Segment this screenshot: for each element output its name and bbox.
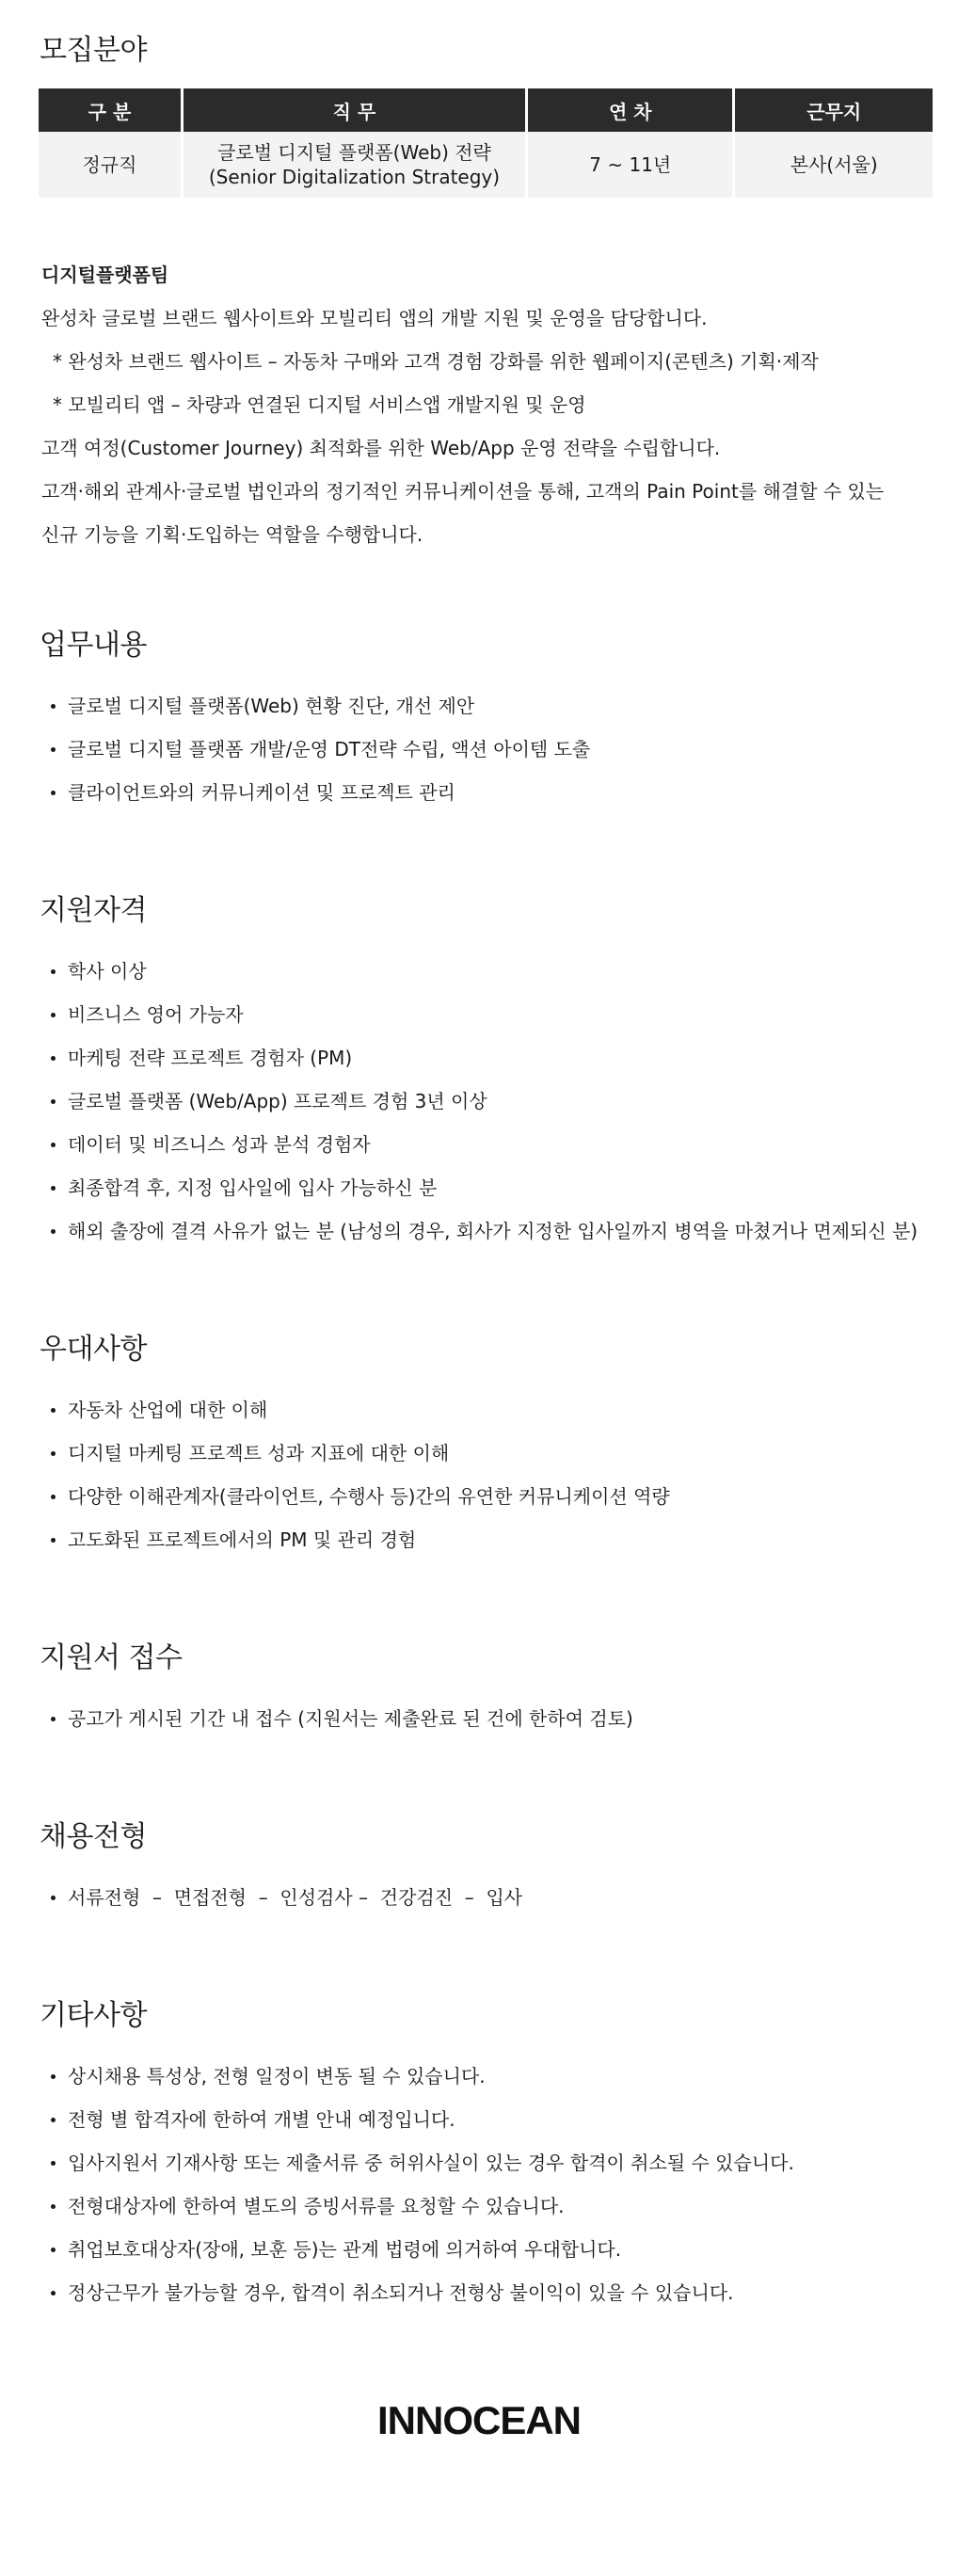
header-years: 연 차 <box>528 88 732 132</box>
list-item: 데이터 및 비즈니스 성과 분석 경험자 <box>47 1129 941 1173</box>
list-item: 마케팅 전략 프로젝트 경험자 (PM) <box>47 1043 941 1086</box>
qualifications-section-title: 지원자격 <box>40 894 147 927</box>
team-name: 디지털플랫폼팀 <box>41 264 169 286</box>
cell-years: 7 ~ 11년 <box>528 132 732 198</box>
list-item: 자동차 산업에 대한 이해 <box>47 1395 941 1438</box>
preferred-list <box>47 1395 941 1568</box>
team-line: 완성차 글로벌 브랜드 웹사이트와 모빌리티 앱의 개발 지원 및 운영을 담당합니다. <box>41 307 708 329</box>
list-item: 다양한 이해관계자(클라이언트, 수행사 등)간의 유연한 커뮤니케이션 역량 <box>47 1481 941 1525</box>
team-line: 고객·해외 관계사·글로벌 법인과의 정기적인 커뮤니케이션을 통해, 고객의 Pain Point를 해결할 수 있는 <box>41 480 885 503</box>
header-job: 직 무 <box>184 88 525 132</box>
cell-job-line2: (Senior Digitalization Strategy) <box>208 166 501 188</box>
qualifications-list <box>47 956 941 1259</box>
duties-section-title: 업무내용 <box>40 629 147 662</box>
list-item: 전형대상자에 한하여 별도의 증빙서류를 요청할 수 있습니다. <box>47 2191 941 2234</box>
team-line: 신규 기능을 기획·도입하는 역할을 수행합니다. <box>41 523 423 546</box>
cell-job-line1: 글로벌 디지털 플랫폼(Web) 전략 <box>217 141 491 164</box>
list-item: 입사지원서 기재사항 또는 제출서류 중 허위사실이 있는 경우 합격이 취소될 수 있습니다. <box>47 2148 941 2191</box>
preferred-section-title: 우대사항 <box>40 1333 147 1366</box>
recruitment-table <box>36 88 935 198</box>
team-line-sub: * 모빌리티 앱 – 차량과 연결된 디지털 서비스앱 개발지원 및 운영 <box>53 393 586 416</box>
list-item: 해외 출장에 결격 사유가 없는 분 (남성의 경우, 회사가 지정한 입사일까지 병역을 마쳤거나 면제되신 분) <box>47 1216 941 1259</box>
table-header-row <box>39 88 933 132</box>
others-section-title: 기타사항 <box>40 1999 147 2032</box>
duties-list <box>47 691 941 821</box>
list-item: 글로벌 디지털 플랫폼(Web) 현황 진단, 개선 제안 <box>47 691 941 734</box>
table-row <box>39 132 933 198</box>
header-type: 구 분 <box>39 88 181 132</box>
cell-type: 정규직 <box>39 132 181 198</box>
list-item: 최종합격 후, 지정 입사일에 입사 가능하신 분 <box>47 1173 941 1216</box>
list-item: 취업보호대상자(장애, 보훈 등)는 관계 법령에 의거하여 우대합니다. <box>47 2234 941 2278</box>
process-section-title: 채용전형 <box>40 1820 147 1853</box>
list-item: 학사 이상 <box>47 956 941 1000</box>
cell-location: 본사(서울) <box>735 132 933 198</box>
list-item: 서류전형 – 면접전형 – 인성검사 – 건강검진 – 입사 <box>47 1882 941 1926</box>
list-item: 공고가 게시된 기간 내 접수 (지원서는 제출완료 된 건에 한하여 검토) <box>47 1704 941 1747</box>
list-item: 글로벌 플랫폼 (Web/App) 프로젝트 경험 3년 이상 <box>47 1086 941 1129</box>
application-list <box>47 1704 941 1747</box>
cell-job <box>184 132 525 198</box>
team-line: 고객 여정(Customer Journey) 최적화를 위한 Web/App 운영 전략을 수립합니다. <box>41 437 721 459</box>
list-item: 클라이언트와의 커뮤니케이션 및 프로젝트 관리 <box>47 777 941 821</box>
list-item: 디지털 마케팅 프로젝트 성과 지표에 대한 이해 <box>47 1438 941 1481</box>
others-list <box>47 2061 941 2321</box>
team-description <box>41 260 926 563</box>
list-item: 상시채용 특성상, 전형 일정이 변동 될 수 있습니다. <box>47 2061 941 2104</box>
list-item: 전형 별 합격자에 한하여 개별 안내 예정입니다. <box>47 2104 941 2148</box>
team-line-sub: * 완성차 브랜드 웹사이트 – 자동차 구매와 고객 경험 강화를 위한 웹페이지(콘텐츠) 기획·제작 <box>53 350 819 373</box>
list-item: 고도화된 프로젝트에서의 PM 및 관리 경험 <box>47 1525 941 1568</box>
list-item: 비즈니스 영어 가능자 <box>47 1000 941 1043</box>
list-item: 글로벌 디지털 플랫폼 개발/운영 DT전략 수립, 액션 아이템 도출 <box>47 734 941 777</box>
application-section-title: 지원서 접수 <box>40 1641 183 1674</box>
list-item: 정상근무가 불가능할 경우, 합격이 취소되거나 전형상 불이익이 있을 수 있습니다. <box>47 2278 941 2321</box>
header-location: 근무지 <box>735 88 933 132</box>
process-list <box>47 1882 941 1926</box>
innocean-logo: INNOCEAN <box>376 2398 581 2442</box>
recruit-section-title: 모집분야 <box>40 34 147 67</box>
